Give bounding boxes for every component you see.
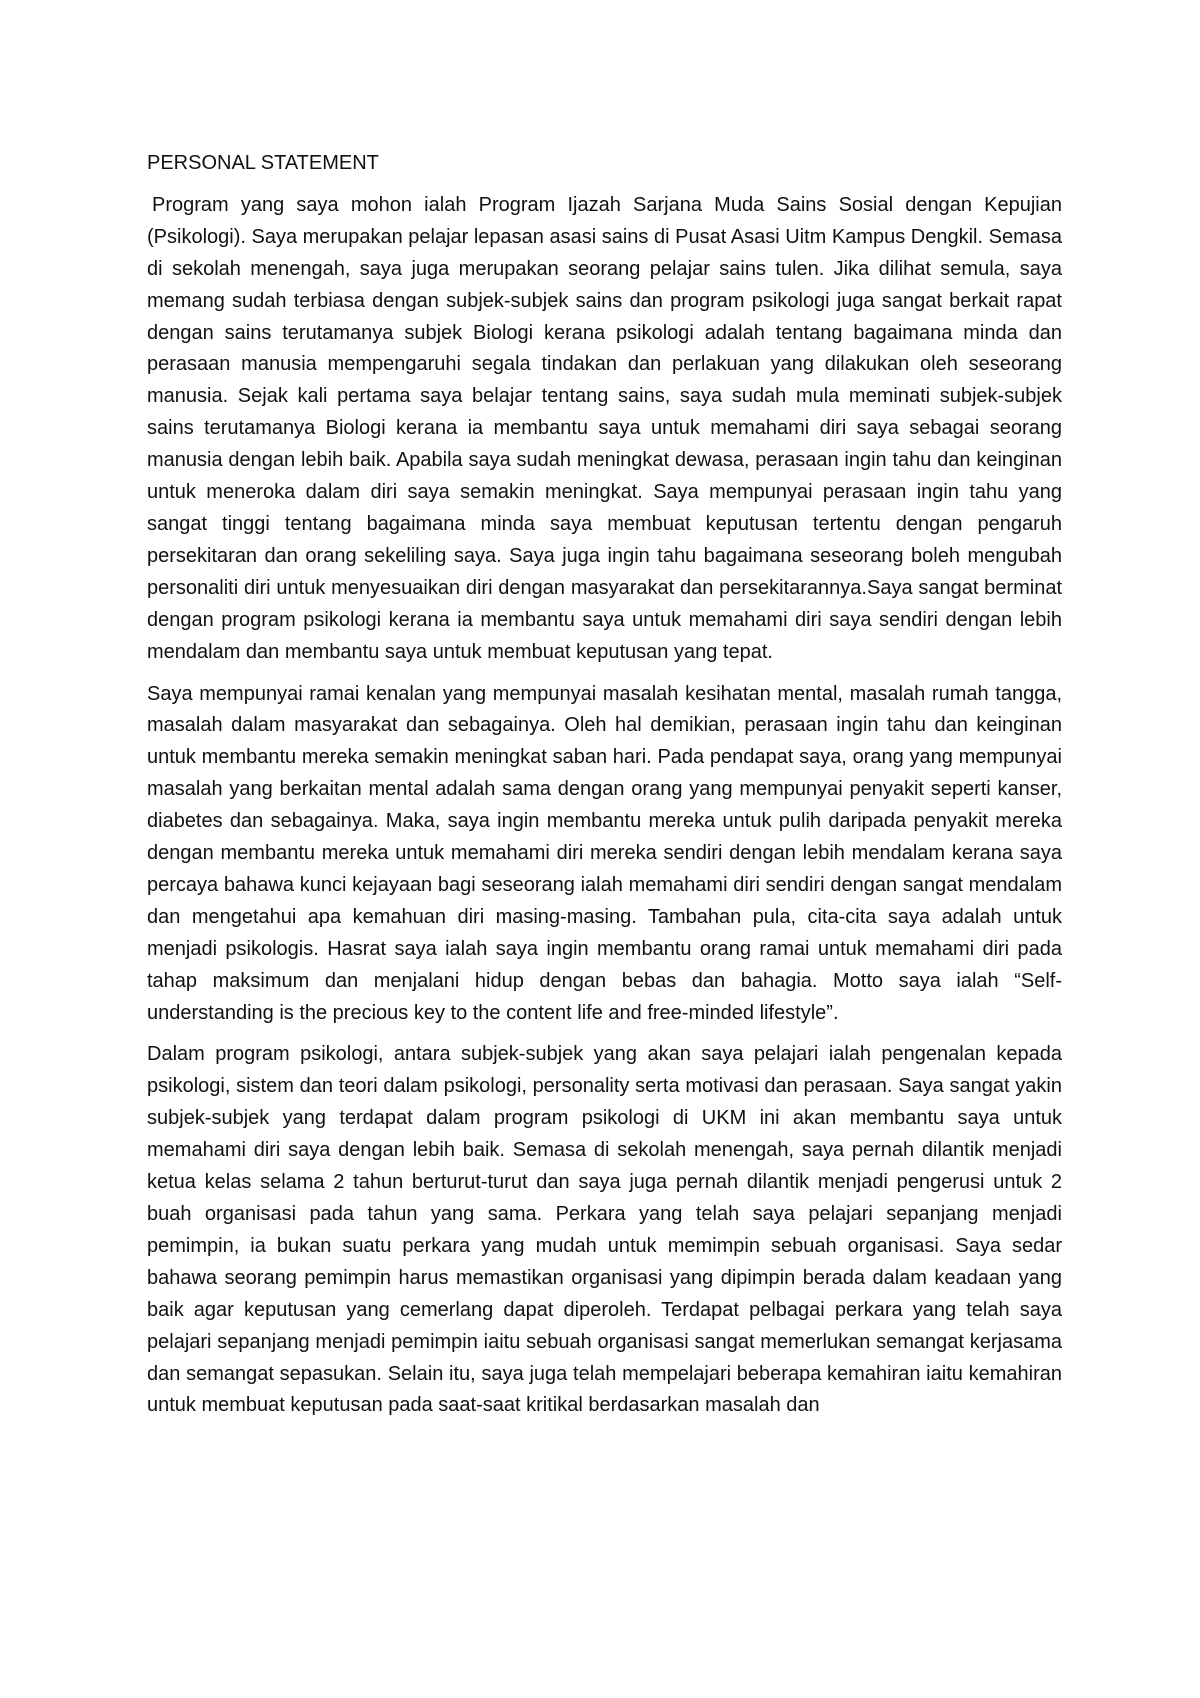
- paragraph-program-choice: Program yang saya mohon ialah Program Ijazah Sarjana Muda Sains Sosial dengan Kepujian (Psikologi). Saya merupakan pelajar lepasan asasi sains di Pusat Asasi Uitm Kampus Dengkil. Semasa di sekolah menengah, saya juga merupakan seorang pelajar sains tulen. Jika dilihat semula, saya memang sudah terbiasa dengan subjek-subjek sains dan program psikologi juga sangat berkait rapat dengan sains terutamanya subjek Biologi kerana psikologi adalah tentang bagaimana minda dan perasaan manusia mempengaruhi segala tindakan dan perlakuan yang dilakukan oleh seseorang manusia. Sejak kali pertama saya belajar tentang sains, saya sudah mula meminati subjek-subjek sains terutamanya Biologi kerana ia membantu saya untuk memahami diri saya sebagai seorang manusia dengan lebih baik. Apabila saya sudah meningkat dewasa, perasaan ingin tahu dan keinginan untuk meneroka dalam diri saya semakin meningkat. Saya mempunyai perasaan ingin tahu yang sangat tinggi tentang bagaimana minda saya membuat keputusan tertentu dengan pengaruh persekitaran dan orang sekeliling saya. Saya juga ingin tahu bagaimana seseorang boleh mengubah personaliti diri untuk menyesuaikan diri dengan masyarakat dan persekitarannya.Saya sangat berminat dengan program psikologi kerana ia membantu saya untuk memahami diri saya sendiri dengan lebih mendalam dan membantu saya untuk membuat keputusan yang tepat.: [147, 193, 1062, 663]
- document-body: [147, 148, 1062, 1432]
- paragraph-experience: Dalam program psikologi, antara subjek-subjek yang akan saya pelajari ialah pengenalan kepada psikologi, sistem dan teori dalam psikologi, personality serta motivasi dan perasaan. Saya sangat yakin subjek-subjek yang terdapat dalam program psikologi di UKM ini akan membantu saya untuk memahami diri saya dengan lebih baik. Semasa di sekolah menengah, saya pernah dilantik menjadi ketua kelas selama 2 tahun berturut-turut dan saya juga pernah dilantik menjadi pengerusi untuk 2 buah organisasi pada tahun yang sama. Perkara yang telah saya pelajari sepanjang menjadi pemimpin, ia bukan suatu perkara yang mudah untuk memimpin sebuah organisasi. Saya sedar bahawa seorang pemimpin harus memastikan organisasi yang dipimpin berada dalam keadaan yang baik agar keputusan yang cemerlang dapat diperoleh. Terdapat pelbagai perkara yang telah saya pelajari sepanjang menjadi pemimpin iaitu sebuah organisasi sangat memerlukan semangat kerjasama dan semangat sepasukan. Selain itu, saya juga telah mempelajari beberapa kemahiran iaitu kemahiran untuk membuat keputusan pada saat-saat kritikal berdasarkan masalah dan: [147, 1043, 1062, 1417]
- document-title: PERSONAL STATEMENT: [147, 152, 379, 174]
- paragraph-motivation: Saya mempunyai ramai kenalan yang mempunyai masalah kesihatan mental, masalah rumah tangga, masalah dalam masyarakat dan sebagainya. Oleh hal demikian, perasaan ingin tahu dan keinginan untuk membantu mereka semakin meningkat saban hari. Pada pendapat saya, orang yang mempunyai masalah yang berkaitan mental adalah sama dengan orang yang mempunyai penyakit seperti kanser, diabetes dan sebagainya. Maka, saya ingin membantu mereka untuk pulih daripada penyakit mereka dengan membantu mereka untuk memahami diri mereka sendiri dengan lebih mendalam kerana saya percaya bahawa kunci kejayaan bagi seseorang ialah memahami diri sendiri dengan sangat mendalam dan mengetahui apa kemahuan diri masing-masing. Tambahan pula, cita-cita saya adalah untuk menjadi psikologis. Hasrat saya ialah saya ingin membantu orang ramai untuk memahami diri pada tahap maksimum dan menjalani hidup dengan bebas dan bahagia. Motto saya ialah “Self-understanding is the precious key to the content life and free-minded lifestyle”.: [147, 682, 1062, 1024]
